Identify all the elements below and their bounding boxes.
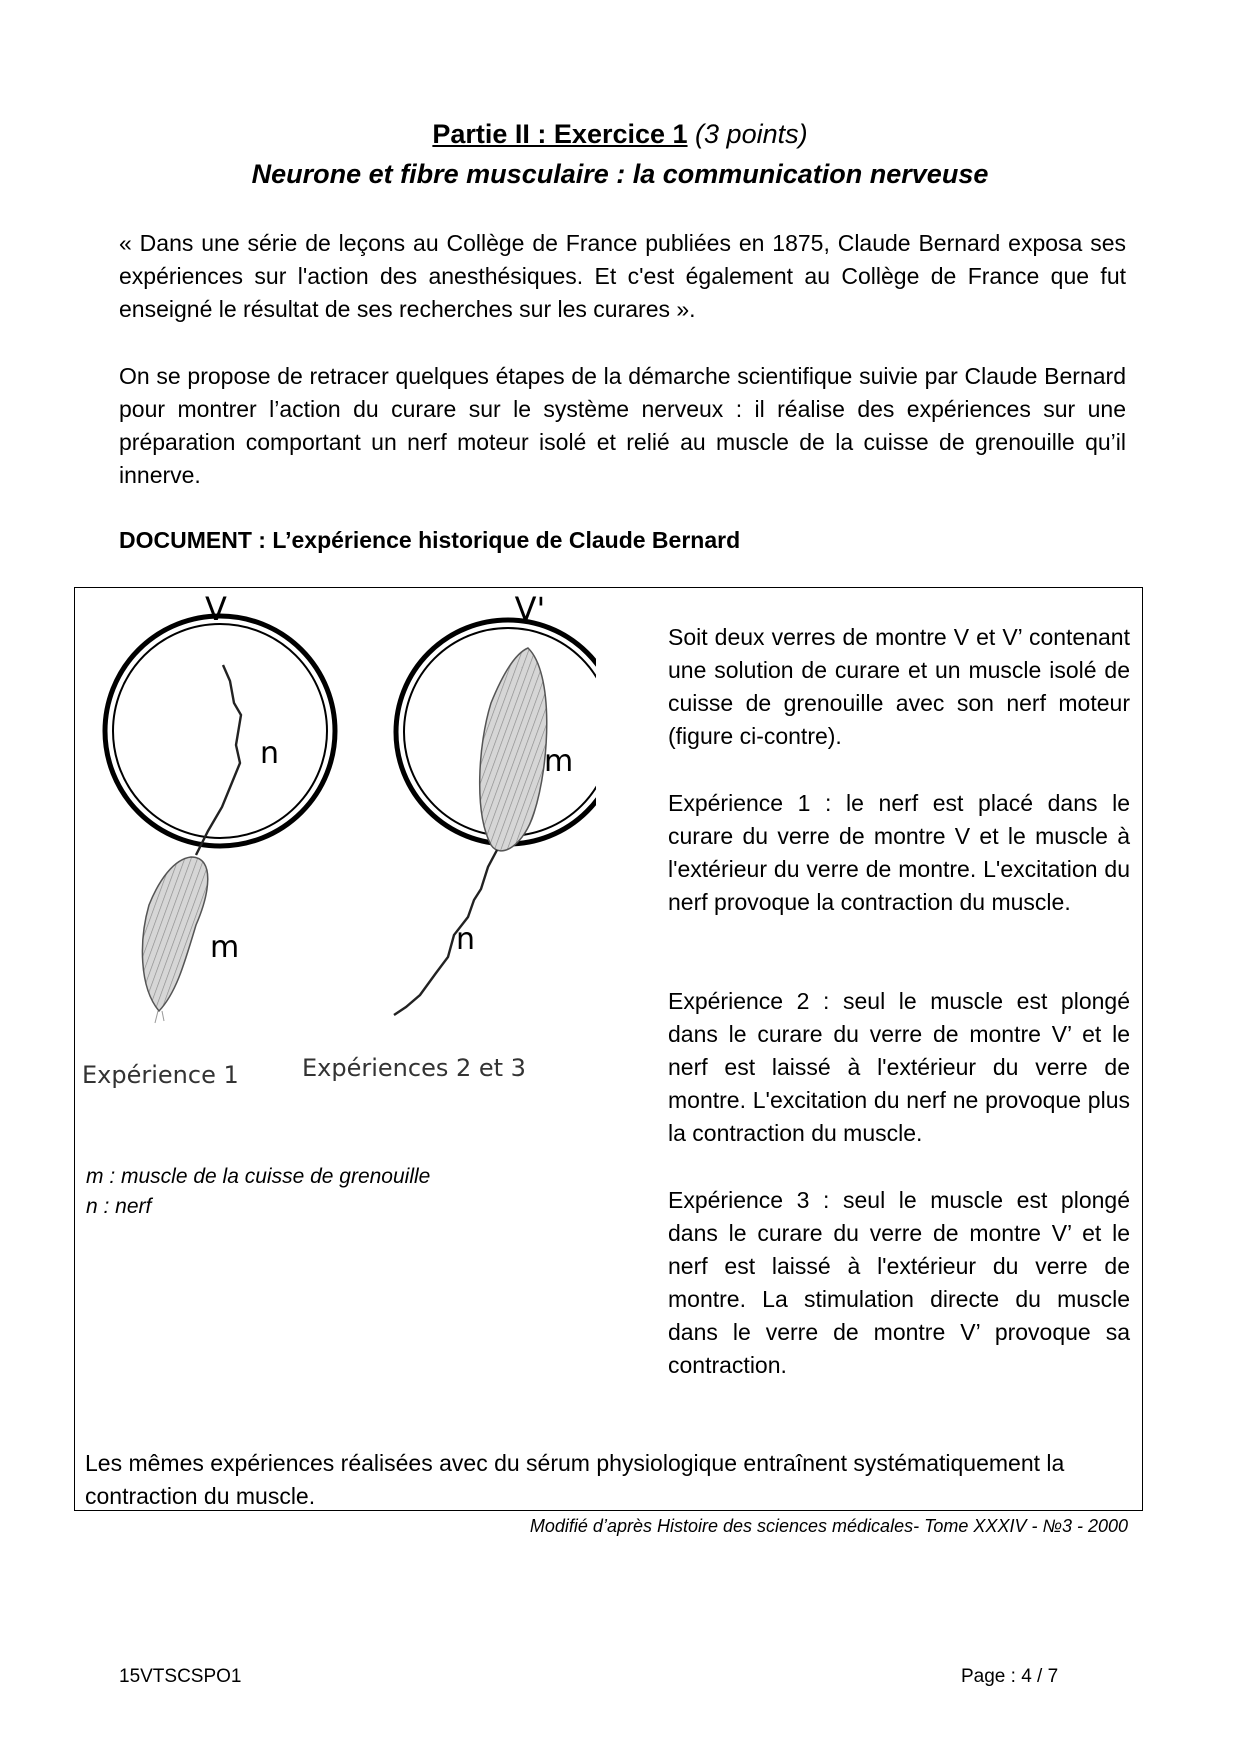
footer-page-number: Page : 4 / 7 [961,1666,1059,1687]
serum-control-text: Les mêmes expériences réalisées avec du sérum physiologique entraînent systématiquement la contraction du muscle. [85,1450,1065,1509]
experiment-3-text: Expérience 3 : seul le muscle est plongé dans le curare du verre de montre V’ et le nerf est laissé à l'extérieur du verre de montre. La stimulation directe du muscle dans le verre de montre V’ provoque sa contraction. [668,1187,1130,1378]
source-citation: Modifié d’après Histoire des sciences médicales- Tome XXXIV - №3 - 2000 [529,1516,1128,1536]
experiment-setup-text: Soit deux verres de montre V et V’ contenant une solution de curare et un muscle isolé de cuisse de grenouille avec son nerf moteur (figure ci-contre). [668,624,1130,749]
glass-label-v-prime: V' [514,595,546,628]
legend-muscle: m : muscle de la cuisse de grenouille [86,1165,431,1188]
intro-paragraph-quote: « Dans une série de leçons au Collège de France publiées en 1875, Claude Bernard exposa ses expériences sur l'action des anesthésiques. Et c'est également au Collège de France que fut enseigné le résultat de ses recherches sur les curares ». [119,230,1126,322]
document-heading: DOCUMENT : L’expérience historique de Claude Bernard [119,527,741,553]
nerve-label-right: n [456,922,476,957]
figure-legend [86,1162,430,1222]
figure-caption-exp1: Expérience 1 [82,1061,239,1089]
footer-exam-code: 15VTSCSPO1 [119,1666,242,1687]
exercise-title-main: Partie II : Exercice 1 [432,119,688,149]
legend-nerve: n : nerf [86,1195,152,1218]
muscle-right [480,648,547,851]
muscle-label-left: m [210,930,240,965]
muscle-left [142,857,207,1011]
intro-paragraph-context: On se propose de retracer quelques étapes de la démarche scientifique suivie par Claude Bernard pour montrer l’action du curare sur le système nerveux : il réalise des expériences sur une préparation comportant un nerf moteur isolé et relié au muscle de la cuisse de grenouille qu’il innerve. [119,363,1126,488]
glass-label-v: V [205,595,227,628]
muscle-label-right: m [544,744,574,779]
exercise-title [0,118,1240,150]
nerve-right [394,850,497,1015]
experiment-figure [76,595,596,1115]
nerve-label-left: n [260,736,280,771]
figure-caption-exp23: Expériences 2 et 3 [302,1054,526,1082]
experiment-2-text: Expérience 2 : seul le muscle est plongé dans le curare du verre de montre V’ et le nerf est laissé à l'extérieur du verre de montre. L'excitation du nerf ne provoque plus la contraction du muscle. [668,988,1130,1146]
exercise-points: (3 points) [695,119,808,149]
experiment-1-text: Expérience 1 : le nerf est placé dans le curare du verre de montre V et le muscle à l'extérieur du verre de montre. L'excitation du nerf provoque la contraction du muscle. [668,790,1130,915]
nerve-left [196,665,241,855]
exercise-subtitle: Neurone et fibre musculaire : la communication nerveuse [251,159,989,189]
